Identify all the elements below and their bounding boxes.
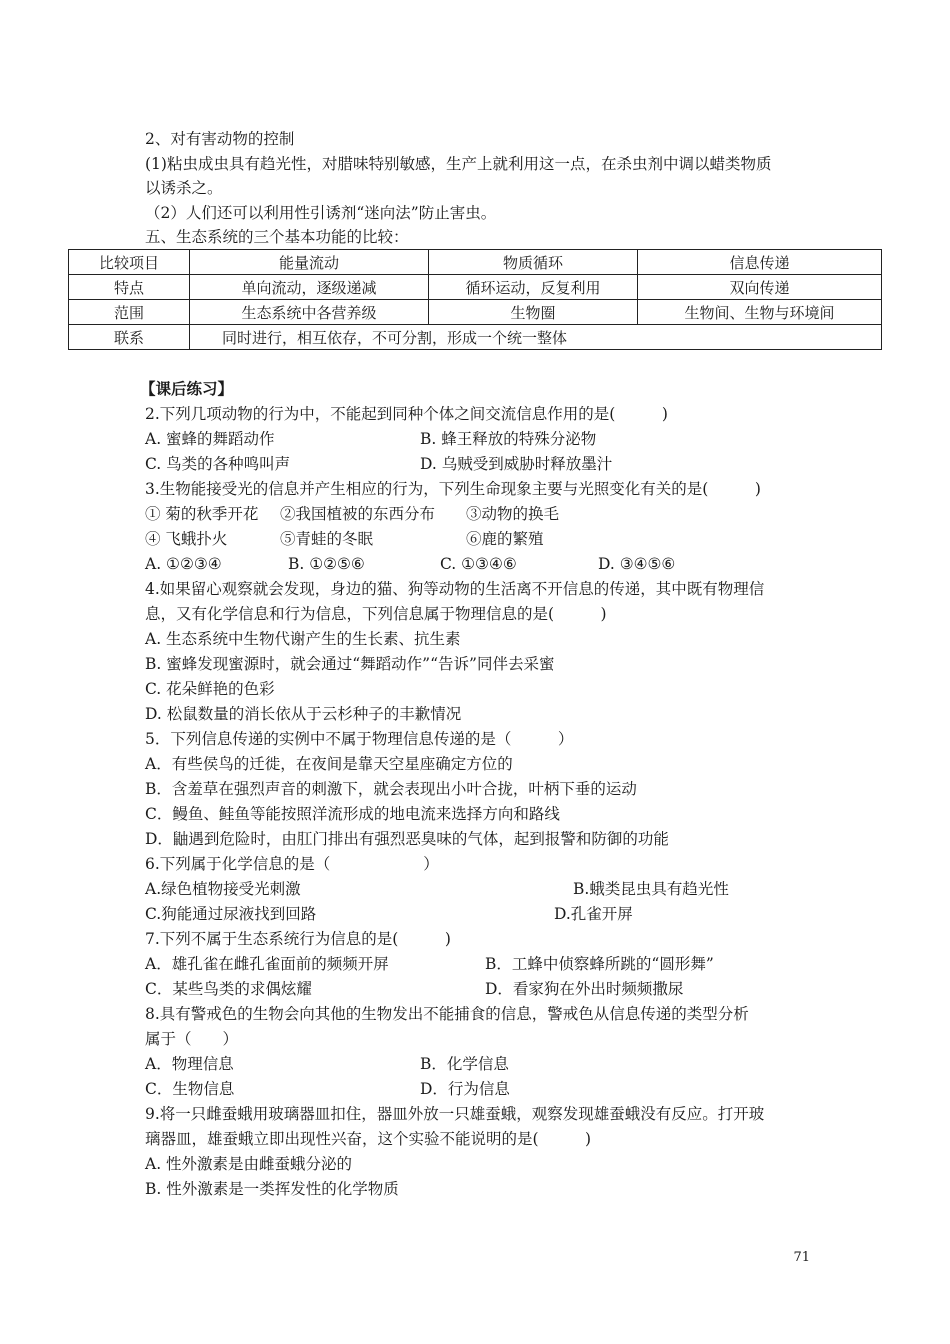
option: D．看家狗在外出时频频撒尿 bbox=[485, 980, 684, 998]
option: A.绿色植物接受光刺激 bbox=[145, 880, 301, 898]
page-number: 71 bbox=[793, 1250, 810, 1265]
table-cell: 双向传递 bbox=[638, 275, 882, 300]
comparison-table bbox=[68, 249, 882, 350]
option: C. 花朵鲜艳的色彩 bbox=[145, 680, 275, 698]
table-cell: 联系 bbox=[69, 325, 190, 350]
option: C. 鸟类的各种鸣叫声 bbox=[145, 455, 291, 473]
section-heading: 五、生态系统的三个基本功能的比较： bbox=[145, 228, 409, 246]
option: B. 蜂王释放的特殊分泌物 bbox=[420, 430, 597, 448]
item: ④ 飞蛾扑火 bbox=[145, 530, 228, 548]
option: B. ①②⑤⑥ bbox=[288, 555, 365, 573]
option: B．工蜂中侦察蜂所跳的“圆形舞” bbox=[485, 955, 714, 973]
option: C. ①③④⑥ bbox=[440, 555, 517, 573]
table-cell: 生态系统中各营养级 bbox=[190, 300, 429, 325]
item: ① 菊的秋季开花 bbox=[145, 505, 259, 523]
table-cell: 循环运动，反复利用 bbox=[429, 275, 638, 300]
question-stem: 5．下列信息传递的实例中不属于物理信息传递的是（ ） bbox=[145, 730, 574, 748]
option: C．某些鸟类的求偶炫耀 bbox=[145, 980, 312, 998]
option: B. 性外激素是一类挥发性的化学物质 bbox=[145, 1180, 399, 1198]
question-stem: 3.生物能接受光的信息并产生相应的行为，下列生命现象主要与光照变化有关的是( ) bbox=[145, 480, 761, 498]
question-stem: 6.下列属于化学信息的是（ ） bbox=[145, 855, 439, 873]
option: A．有些侯鸟的迁徙，在夜间是靠天空星座确定方位的 bbox=[145, 755, 513, 773]
option: C．鳗鱼、鲑鱼等能按照洋流形成的地电流来选择方向和路线 bbox=[145, 805, 560, 823]
table-cell: 同时进行，相互依存，不可分割，形成一个统一整体 bbox=[190, 325, 882, 350]
table-cell: 单向流动，逐级递减 bbox=[190, 275, 429, 300]
table-cell: 范围 bbox=[69, 300, 190, 325]
paragraph-line: （2）人们还可以利用性引诱剂“迷向法”防止害虫。 bbox=[145, 204, 497, 222]
item: ③动物的换毛 bbox=[466, 505, 560, 523]
paragraph-line: 以诱杀之。 bbox=[145, 179, 223, 197]
table-row bbox=[69, 300, 882, 325]
option: D.孔雀开屏 bbox=[554, 905, 633, 923]
question-stem: 9.将一只雌蚕蛾用玻璃器皿扣住，器皿外放一只雄蚕蛾，观察发现雄蚕蛾没有反应。打开玻 bbox=[145, 1105, 765, 1123]
question-stem: 4.如果留心观察就会发现，身边的猫、狗等动物的生活离不开信息的传递，其中既有物理信 bbox=[145, 580, 765, 598]
item: ⑤青蛙的冬眠 bbox=[280, 530, 374, 548]
table-cell: 生物圈 bbox=[429, 300, 638, 325]
table-row bbox=[69, 250, 882, 275]
option: C．生物信息 bbox=[145, 1080, 235, 1098]
question-stem: 属于（ ） bbox=[145, 1030, 239, 1048]
table-header-cell: 比较项目 bbox=[69, 250, 190, 275]
table-header-cell: 物质循环 bbox=[429, 250, 638, 275]
option: D．鼬遇到危险时，由肛门排出有强烈恶臭味的气体，起到报警和防御的功能 bbox=[145, 830, 669, 848]
table-row bbox=[69, 275, 882, 300]
option: C.狗能通过尿液找到回路 bbox=[145, 905, 317, 923]
option: A．物理信息 bbox=[145, 1055, 234, 1073]
question-stem: 息，又有化学信息和行为信息，下列信息属于物理信息的是( ) bbox=[145, 605, 607, 623]
question-stem: 8.具有警戒色的生物会向其他的生物发出不能捕食的信息，警戒色从信息传递的类型分析 bbox=[145, 1005, 749, 1023]
option: D. 松鼠数量的消长依从于云杉种子的丰歉情况 bbox=[145, 705, 462, 723]
option: D. ③④⑤⑥ bbox=[598, 555, 676, 573]
option: A. ①②③④ bbox=[145, 555, 222, 573]
option: B．含羞草在强烈声音的刺激下，就会表现出小叶合拢，叶柄下垂的运动 bbox=[145, 780, 637, 798]
option: A. 生态系统中生物代谢产生的生长素、抗生素 bbox=[145, 630, 461, 648]
question-stem: 7.下列不属于生态系统行为信息的是( ) bbox=[145, 930, 451, 948]
option: A．雄孔雀在雌孔雀面前的频频开屏 bbox=[145, 955, 389, 973]
paragraph-line: (1)粘虫成虫具有趋光性，对腊味特别敏感，生产上就利用这一点，在杀虫剂中调以蜡类物质 bbox=[145, 155, 772, 173]
option: A. 性外激素是由雌蚕蛾分泌的 bbox=[145, 1155, 353, 1173]
exercises-heading: 【课后练习】 bbox=[140, 379, 234, 398]
option: B.蛾类昆虫具有趋光性 bbox=[573, 880, 729, 898]
item: ⑥鹿的繁殖 bbox=[466, 530, 544, 548]
question-stem: 璃器皿，雄蚕蛾立即出现性兴奋，这个实验不能说明的是( ) bbox=[145, 1130, 592, 1148]
section-heading: 2、对有害动物的控制 bbox=[145, 130, 295, 148]
option: D. 乌贼受到威胁时释放墨汁 bbox=[420, 455, 613, 473]
option: D．行为信息 bbox=[420, 1080, 510, 1098]
table-cell: 特点 bbox=[69, 275, 190, 300]
question-stem: 2.下列几项动物的行为中，不能起到同种个体之间交流信息作用的是( ) bbox=[145, 405, 668, 423]
option: A. 蜜蜂的舞蹈动作 bbox=[145, 430, 275, 448]
option: B. 蜜蜂发现蜜源时，就会通过“舞蹈动作”“告诉”同伴去采蜜 bbox=[145, 655, 555, 673]
item: ②我国植被的东西分布 bbox=[280, 505, 436, 523]
option: B．化学信息 bbox=[420, 1055, 509, 1073]
table-header-cell: 信息传递 bbox=[638, 250, 882, 275]
table-row bbox=[69, 325, 882, 350]
table-cell: 生物间、生物与环境间 bbox=[638, 300, 882, 325]
table-header-cell: 能量流动 bbox=[190, 250, 429, 275]
